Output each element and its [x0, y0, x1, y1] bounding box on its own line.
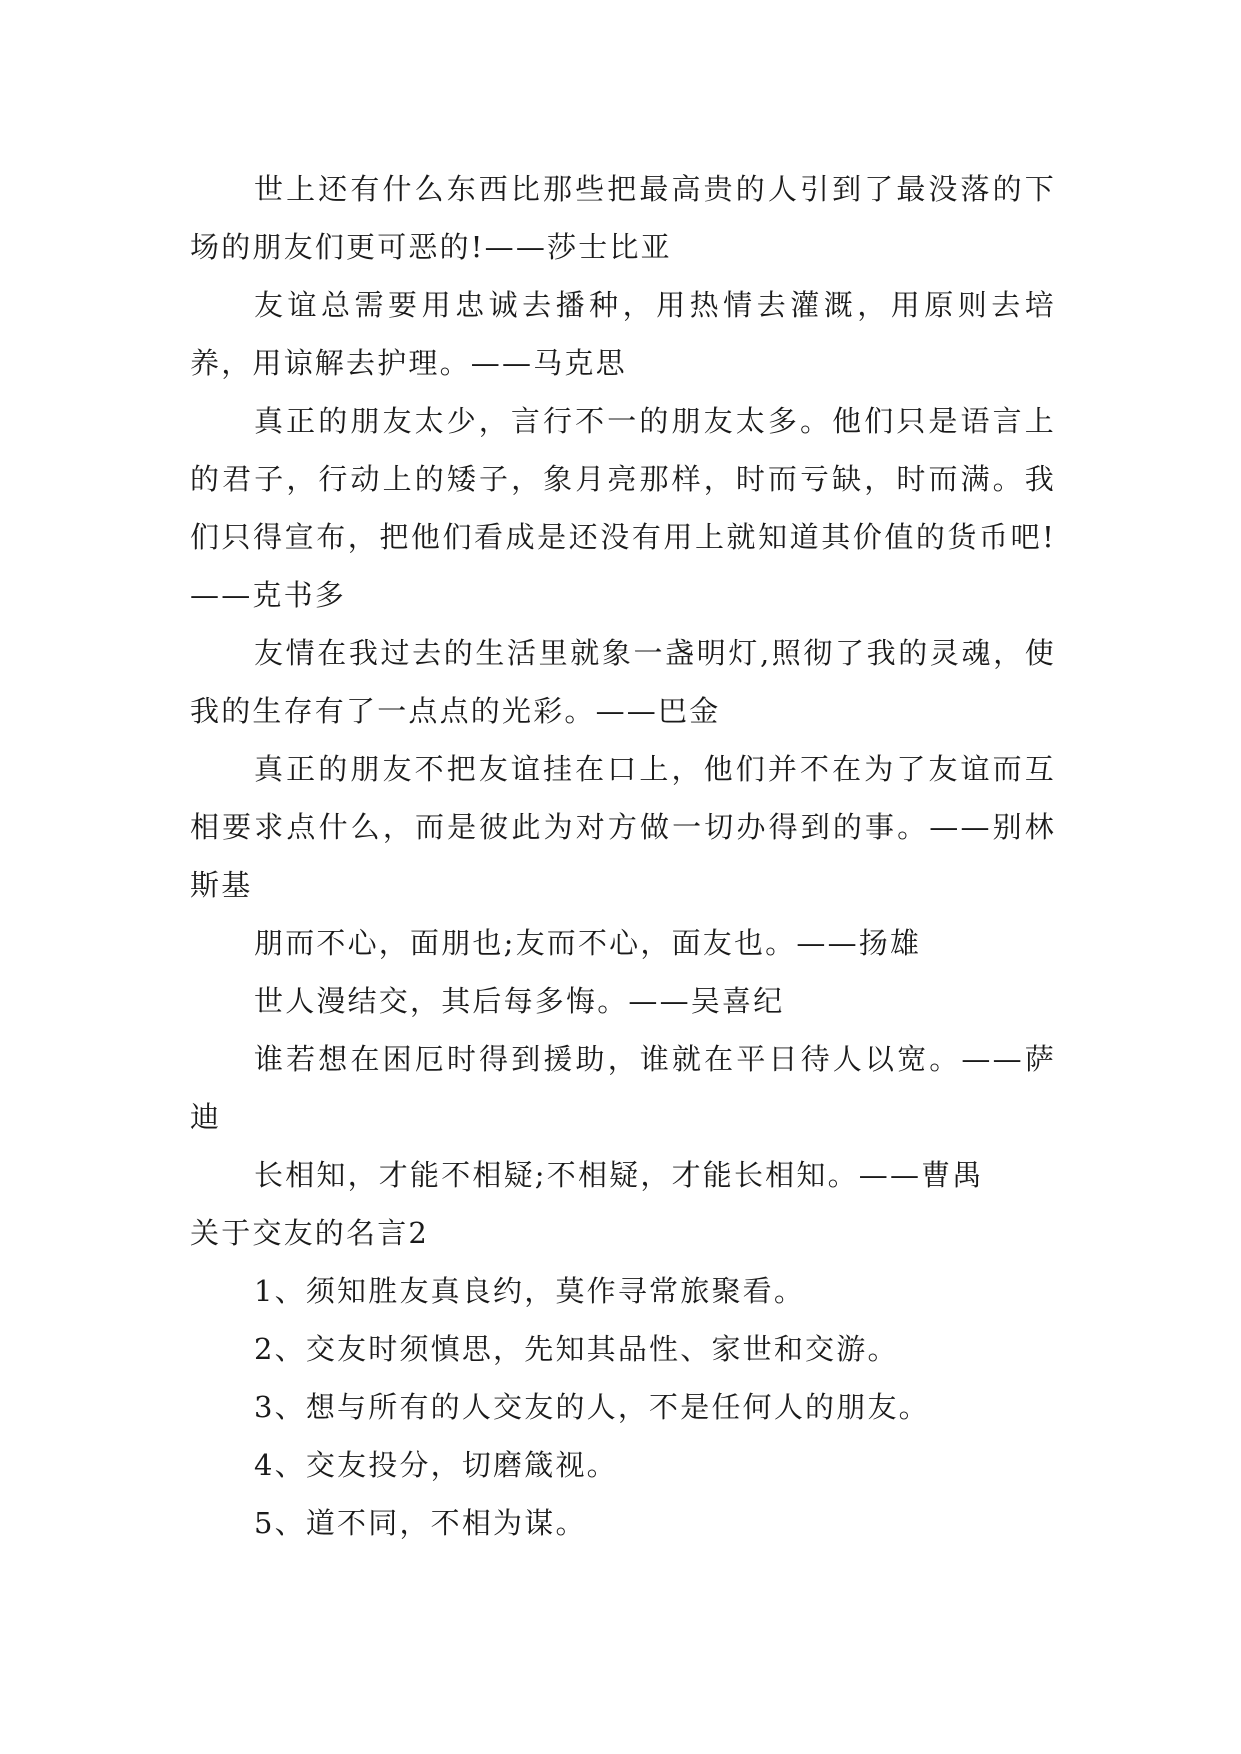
numbered-item: 4、交友投分，切磨箴视。 — [254, 1448, 618, 1482]
document-page — [190, 160, 1056, 1552]
quote-paragraph: 友情在我过去的生活里就象一盏明灯,照彻了我的灵魂，使我的生存有了一点点的光彩。——巴金 — [190, 636, 1056, 728]
quote-paragraph: 长相知，才能不相疑;不相疑，才能长相知。——曹禺 — [254, 1158, 984, 1192]
numbered-item: 5、道不同，不相为谋。 — [254, 1506, 587, 1540]
section-heading: 关于交友的名言2 — [190, 1216, 430, 1250]
quote-paragraph: 世上还有什么东西比那些把最高贵的人引到了最没落的下场的朋友们更可恶的!——莎士比亚 — [190, 172, 1056, 264]
quote-paragraph: 谁若想在困厄时得到援助，谁就在平日待人以宽。——萨迪 — [190, 1042, 1056, 1134]
numbered-item: 2、交友时须慎思，先知其品性、家世和交游。 — [254, 1332, 899, 1366]
quote-paragraph: 世人漫结交，其后每多悔。——吴喜纪 — [254, 984, 785, 1018]
numbered-item: 3、想与所有的人交友的人，不是任何人的朋友。 — [254, 1390, 930, 1424]
quote-paragraph: 朋而不心，面朋也;友而不心，面友也。——扬雄 — [254, 926, 922, 960]
quote-paragraph: 友谊总需要用忠诚去播种，用热情去灌溉，用原则去培养，用谅解去护理。——马克思 — [190, 288, 1056, 380]
quote-paragraph: 真正的朋友不把友谊挂在口上，他们并不在为了友谊而互相要求点什么，而是彼此为对方做一切办得到的事。——别林斯基 — [190, 752, 1056, 902]
numbered-item: 1、须知胜友真良约，莫作寻常旅聚看。 — [254, 1274, 806, 1308]
quote-paragraph: 真正的朋友太少，言行不一的朋友太多。他们只是语言上的君子，行动上的矮子，象月亮那样，时而亏缺，时而满。我们只得宣布，把他们看成是还没有用上就知道其价值的货币吧!——克书多 — [190, 404, 1056, 612]
